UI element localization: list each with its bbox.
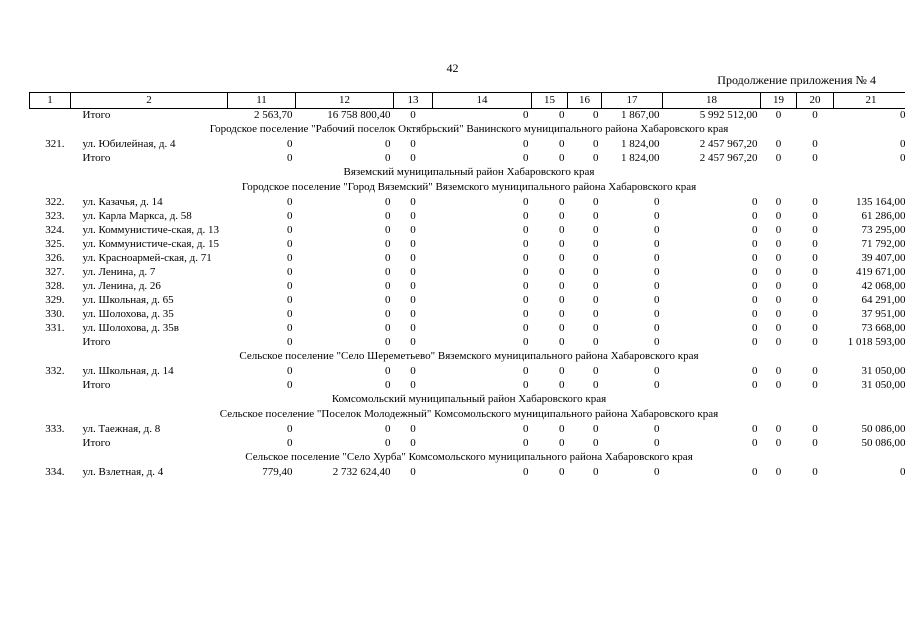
value-cell-21: 419 671,00 — [856, 266, 905, 278]
section-heading: Сельское поселение "Поселок Молодежный" Комсомольского муниципального района Хабаровского края — [219, 408, 719, 420]
value-cell-19: 0 — [775, 294, 782, 306]
address-cell: ул. Школьная, д. 65 — [82, 294, 174, 306]
total-row — [30, 437, 905, 451]
table-row — [30, 294, 905, 308]
value-cell-16: 0 — [593, 224, 599, 236]
section-heading: Вяземский муниципальный район Хабаровского края — [343, 166, 595, 178]
value-cell-16: 0 — [593, 280, 599, 292]
value-cell-17: 0 — [654, 365, 660, 377]
value-cell-19: 0 — [775, 210, 782, 222]
value-cell-17: 0 — [654, 423, 660, 435]
value-cell-20: 0 — [812, 423, 818, 435]
value-cell-13: 0 — [410, 238, 416, 250]
value-cell-21: 0 — [900, 152, 905, 164]
value-cell-19: 0 — [775, 365, 782, 377]
value-cell-20: 0 — [812, 322, 818, 334]
header-cell: 16 — [568, 93, 602, 109]
value-cell-17: 0 — [654, 437, 660, 449]
value-cell-15: 0 — [559, 466, 565, 478]
value-cell-16: 0 — [593, 196, 599, 208]
address-cell: Итого — [82, 109, 111, 121]
value-cell-20: 0 — [812, 266, 818, 278]
address-cell: ул. Карла Маркса, д. 58 — [82, 210, 192, 222]
value-cell-15: 0 — [559, 280, 565, 292]
value-cell-16: 0 — [593, 252, 599, 264]
value-cell-16: 0 — [593, 266, 599, 278]
value-cell-19: 0 — [775, 423, 782, 435]
value-cell-21: 64 291,00 — [861, 294, 905, 306]
value-cell-21: 0 — [900, 138, 905, 150]
value-cell-16: 0 — [593, 238, 599, 250]
row-number: 333. — [45, 423, 65, 435]
value-cell-19: 0 — [775, 437, 782, 449]
value-cell-17: 0 — [654, 336, 660, 348]
address-cell: ул. Ленина, д. 7 — [82, 266, 156, 278]
value-cell-14: 0 — [523, 336, 529, 348]
value-cell-12: 0 — [385, 308, 391, 320]
value-cell-20: 0 — [812, 210, 818, 222]
value-cell-19: 0 — [775, 280, 782, 292]
value-cell-12: 0 — [385, 336, 391, 348]
value-cell-19: 0 — [775, 466, 782, 478]
address-cell: Итого — [82, 437, 111, 449]
value-cell-16: 0 — [593, 152, 599, 164]
value-cell-15: 0 — [559, 266, 565, 278]
row-number: 329. — [45, 294, 65, 306]
value-cell-11: 0 — [287, 379, 293, 391]
value-cell-12: 0 — [385, 379, 391, 391]
row-number — [30, 152, 71, 166]
value-cell-14: 0 — [523, 266, 529, 278]
table-row — [30, 224, 905, 238]
row-number: 322. — [45, 196, 65, 208]
value-cell-17: 0 — [654, 280, 660, 292]
value-cell-21: 50 086,00 — [861, 437, 905, 449]
address-cell: ул. Школьная, д. 14 — [82, 365, 174, 377]
value-cell-20: 0 — [812, 280, 818, 292]
value-cell-21: 61 286,00 — [861, 210, 905, 222]
value-cell-19: 0 — [775, 152, 782, 164]
value-cell-13: 0 — [410, 336, 416, 348]
value-cell-20: 0 — [812, 336, 818, 348]
value-cell-14: 0 — [523, 224, 529, 236]
value-cell-20: 0 — [812, 437, 818, 449]
value-cell-12: 0 — [385, 138, 391, 150]
value-cell-21: 37 951,00 — [861, 308, 905, 320]
value-cell-14: 0 — [523, 280, 529, 292]
value-cell-16: 0 — [593, 138, 599, 150]
value-cell-20: 0 — [812, 152, 818, 164]
value-cell-12: 0 — [385, 437, 391, 449]
value-cell-11: 0 — [287, 322, 293, 334]
section-heading: Городское поселение "Рабочий поселок Октябрьский" Ванинского муниципального района Хабаровского края — [209, 123, 729, 135]
value-cell-21: 31 050,00 — [861, 365, 905, 377]
row-number: 328. — [45, 280, 65, 292]
row-number: 331. — [45, 322, 65, 334]
value-cell-15: 0 — [559, 109, 565, 121]
address-cell: Итого — [82, 336, 111, 348]
header-cell: 15 — [532, 93, 568, 109]
value-cell-17: 1 824,00 — [621, 152, 660, 164]
value-cell-19: 0 — [775, 252, 782, 264]
value-cell-14: 0 — [523, 437, 529, 449]
value-cell-19: 0 — [775, 196, 782, 208]
value-cell-14: 0 — [523, 252, 529, 264]
table-row — [30, 280, 905, 294]
table-row — [30, 238, 905, 252]
value-cell-20: 0 — [812, 294, 818, 306]
value-cell-15: 0 — [559, 336, 565, 348]
value-cell-14: 0 — [523, 308, 529, 320]
value-cell-12: 0 — [385, 224, 391, 236]
value-cell-18: 2 457 967,20 — [699, 152, 758, 164]
value-cell-11: 0 — [287, 252, 293, 264]
header-cell: 2 — [71, 93, 228, 109]
value-cell-19: 0 — [775, 109, 782, 121]
value-cell-17: 0 — [654, 238, 660, 250]
table-row — [30, 466, 905, 480]
value-cell-18: 0 — [752, 365, 758, 377]
value-cell-17: 0 — [654, 379, 660, 391]
value-cell-15: 0 — [559, 224, 565, 236]
table-row — [30, 322, 905, 336]
section-heading-row — [30, 123, 905, 138]
value-cell-13: 0 — [410, 266, 416, 278]
value-cell-21: 50 086,00 — [861, 423, 905, 435]
value-cell-12: 0 — [385, 238, 391, 250]
value-cell-18: 0 — [752, 466, 758, 478]
value-cell-17: 0 — [654, 210, 660, 222]
header-cell: 21 — [834, 93, 905, 109]
value-cell-16: 0 — [593, 294, 599, 306]
value-cell-13: 0 — [410, 152, 416, 164]
table-row — [30, 196, 905, 210]
value-cell-19: 0 — [775, 266, 782, 278]
continuation-note: Продолжение приложения № 4 — [717, 73, 876, 87]
value-cell-16: 0 — [593, 336, 599, 348]
row-number: 321. — [45, 138, 65, 150]
section-heading: Сельское поселение "Село Хурба" Комсомольского муниципального района Хабаровского края — [245, 451, 693, 463]
value-cell-20: 0 — [812, 308, 818, 320]
appendix-table — [29, 92, 905, 480]
row-number: 323. — [45, 210, 65, 222]
header-cell: 11 — [228, 93, 296, 109]
value-cell-15: 0 — [559, 379, 565, 391]
value-cell-15: 0 — [559, 437, 565, 449]
value-cell-19: 0 — [775, 322, 782, 334]
row-number: 325. — [45, 238, 65, 250]
table-row — [30, 138, 905, 152]
value-cell-18: 0 — [752, 379, 758, 391]
value-cell-17: 0 — [654, 224, 660, 236]
section-heading-row — [30, 181, 905, 196]
value-cell-11: 0 — [287, 294, 293, 306]
value-cell-15: 0 — [559, 196, 565, 208]
total-row — [30, 379, 905, 393]
value-cell-21: 42 068,00 — [861, 280, 905, 292]
value-cell-12: 16 758 800,40 — [327, 109, 391, 121]
value-cell-15: 0 — [559, 152, 565, 164]
table-row — [30, 423, 905, 437]
value-cell-11: 0 — [287, 152, 293, 164]
value-cell-12: 0 — [385, 266, 391, 278]
value-cell-21: 1 018 593,00 — [847, 336, 905, 348]
value-cell-21: 0 — [900, 466, 905, 478]
value-cell-21: 71 792,00 — [861, 238, 905, 250]
value-cell-20: 0 — [812, 196, 818, 208]
section-heading-row — [30, 166, 905, 181]
value-cell-14: 0 — [523, 210, 529, 222]
row-number: 330. — [45, 308, 65, 320]
value-cell-20: 0 — [812, 379, 818, 391]
value-cell-13: 0 — [410, 210, 416, 222]
header-cell: 19 — [761, 93, 797, 109]
value-cell-17: 0 — [654, 308, 660, 320]
value-cell-19: 0 — [775, 336, 782, 348]
value-cell-13: 0 — [410, 196, 416, 208]
section-heading-row — [30, 393, 905, 408]
header-cell: 1 — [30, 93, 71, 109]
value-cell-17: 0 — [654, 252, 660, 264]
value-cell-18: 0 — [752, 252, 758, 264]
value-cell-18: 0 — [752, 210, 758, 222]
value-cell-11: 0 — [287, 336, 293, 348]
value-cell-18: 5 992 512,00 — [699, 109, 758, 121]
value-cell-14: 0 — [523, 294, 529, 306]
value-cell-18: 0 — [752, 437, 758, 449]
value-cell-18: 0 — [752, 196, 758, 208]
value-cell-12: 0 — [385, 210, 391, 222]
value-cell-12: 0 — [385, 280, 391, 292]
value-cell-17: 0 — [654, 466, 660, 478]
value-cell-17: 1 867,00 — [621, 109, 660, 121]
value-cell-15: 0 — [559, 423, 565, 435]
value-cell-18: 0 — [752, 336, 758, 348]
address-cell: ул. Коммунистиче-ская, д. 13 — [82, 224, 220, 236]
value-cell-14: 0 — [523, 109, 529, 121]
row-number — [30, 437, 71, 451]
value-cell-21: 31 050,00 — [861, 379, 905, 391]
value-cell-13: 0 — [410, 308, 416, 320]
address-cell: ул. Красноармей-ская, д. 71 — [82, 252, 212, 264]
value-cell-11: 0 — [287, 138, 293, 150]
address-cell: Итого — [82, 379, 111, 391]
value-cell-13: 0 — [410, 466, 416, 478]
value-cell-13: 0 — [410, 109, 416, 121]
address-cell: ул. Юбилейная, д. 4 — [82, 138, 176, 150]
header-row — [30, 93, 905, 109]
value-cell-12: 0 — [385, 423, 391, 435]
value-cell-20: 0 — [812, 365, 818, 377]
value-cell-20: 0 — [812, 224, 818, 236]
value-cell-13: 0 — [410, 365, 416, 377]
row-number: 332. — [45, 365, 65, 377]
value-cell-16: 0 — [593, 365, 599, 377]
value-cell-14: 0 — [523, 238, 529, 250]
row-number: 326. — [45, 252, 65, 264]
value-cell-15: 0 — [559, 238, 565, 250]
value-cell-20: 0 — [812, 252, 818, 264]
value-cell-20: 0 — [812, 109, 818, 121]
value-cell-12: 0 — [385, 252, 391, 264]
value-cell-13: 0 — [410, 138, 416, 150]
header-cell: 12 — [296, 93, 394, 109]
value-cell-18: 0 — [752, 266, 758, 278]
value-cell-21: 73 668,00 — [861, 322, 905, 334]
address-cell: ул. Шолохова, д. 35в — [82, 322, 179, 334]
value-cell-11: 0 — [287, 280, 293, 292]
value-cell-12: 0 — [385, 365, 391, 377]
value-cell-13: 0 — [410, 379, 416, 391]
section-heading: Сельское поселение "Село Шереметьево" Вяземского муниципального района Хабаровского края — [239, 350, 699, 362]
value-cell-15: 0 — [559, 365, 565, 377]
value-cell-13: 0 — [410, 423, 416, 435]
value-cell-11: 0 — [287, 238, 293, 250]
value-cell-16: 0 — [593, 437, 599, 449]
row-number — [30, 109, 71, 124]
row-number: 324. — [45, 224, 65, 236]
value-cell-15: 0 — [559, 322, 565, 334]
value-cell-11: 0 — [287, 365, 293, 377]
value-cell-14: 0 — [523, 322, 529, 334]
table-header — [30, 93, 905, 109]
value-cell-11: 0 — [287, 224, 293, 236]
value-cell-16: 0 — [593, 423, 599, 435]
value-cell-11: 0 — [287, 423, 293, 435]
section-heading: Городское поселение "Город Вяземский" Вяземского муниципального района Хабаровского края — [241, 181, 697, 193]
address-cell: Итого — [82, 152, 111, 164]
value-cell-13: 0 — [410, 280, 416, 292]
row-number — [30, 336, 71, 350]
section-heading: Комсомольский муниципальный район Хабаровского края — [331, 393, 607, 405]
header-cell: 20 — [797, 93, 834, 109]
value-cell-18: 0 — [752, 322, 758, 334]
value-cell-15: 0 — [559, 294, 565, 306]
value-cell-12: 0 — [385, 294, 391, 306]
value-cell-18: 0 — [752, 238, 758, 250]
value-cell-13: 0 — [410, 437, 416, 449]
table-row — [30, 266, 905, 280]
value-cell-19: 0 — [775, 138, 782, 150]
value-cell-13: 0 — [410, 322, 416, 334]
section-heading-row — [30, 408, 905, 423]
value-cell-18: 0 — [752, 294, 758, 306]
value-cell-12: 0 — [385, 196, 391, 208]
value-cell-14: 0 — [523, 152, 529, 164]
value-cell-12: 2 732 624,40 — [332, 466, 391, 478]
value-cell-12: 0 — [385, 152, 391, 164]
section-heading-row — [30, 350, 905, 365]
table-row — [30, 210, 905, 224]
value-cell-21: 73 295,00 — [861, 224, 905, 236]
value-cell-18: 2 457 967,20 — [699, 138, 758, 150]
value-cell-15: 0 — [559, 308, 565, 320]
value-cell-14: 0 — [523, 423, 529, 435]
value-cell-16: 0 — [593, 379, 599, 391]
value-cell-13: 0 — [410, 252, 416, 264]
value-cell-17: 0 — [654, 294, 660, 306]
header-cell: 14 — [433, 93, 532, 109]
row-number — [30, 379, 71, 393]
value-cell-20: 0 — [812, 238, 818, 250]
value-cell-13: 0 — [410, 294, 416, 306]
value-cell-11: 0 — [287, 266, 293, 278]
row-number: 334. — [45, 466, 65, 478]
value-cell-11: 0 — [287, 210, 293, 222]
header-cell: 13 — [394, 93, 433, 109]
value-cell-11: 0 — [287, 196, 293, 208]
row-number: 327. — [45, 266, 65, 278]
value-cell-16: 0 — [593, 322, 599, 334]
total-row — [30, 109, 905, 124]
address-cell: ул. Таежная, д. 8 — [82, 423, 161, 435]
value-cell-11: 0 — [287, 308, 293, 320]
value-cell-18: 0 — [752, 308, 758, 320]
address-cell: ул. Ленина, д. 26 — [82, 280, 161, 292]
value-cell-16: 0 — [593, 210, 599, 222]
value-cell-14: 0 — [523, 365, 529, 377]
value-cell-17: 0 — [654, 266, 660, 278]
page-number: 42 — [446, 61, 459, 75]
value-cell-11: 2 563,70 — [254, 109, 293, 121]
total-row — [30, 152, 905, 166]
value-cell-21: 135 164,00 — [856, 196, 905, 208]
value-cell-11: 779,40 — [262, 466, 293, 478]
table-row — [30, 365, 905, 379]
value-cell-19: 0 — [775, 224, 782, 236]
value-cell-12: 0 — [385, 322, 391, 334]
value-cell-15: 0 — [559, 138, 565, 150]
value-cell-14: 0 — [523, 466, 529, 478]
value-cell-19: 0 — [775, 308, 782, 320]
value-cell-17: 0 — [654, 322, 660, 334]
value-cell-19: 0 — [775, 379, 782, 391]
value-cell-14: 0 — [523, 379, 529, 391]
value-cell-15: 0 — [559, 252, 565, 264]
table-row — [30, 308, 905, 322]
address-cell: ул. Казачья, д. 14 — [82, 196, 163, 208]
table-body — [30, 109, 905, 481]
header-cell: 18 — [663, 93, 761, 109]
value-cell-18: 0 — [752, 423, 758, 435]
address-cell: ул. Коммунистиче-ская, д. 15 — [82, 238, 220, 250]
value-cell-17: 0 — [654, 196, 660, 208]
value-cell-14: 0 — [523, 138, 529, 150]
value-cell-14: 0 — [523, 196, 529, 208]
value-cell-18: 0 — [752, 224, 758, 236]
total-row — [30, 336, 905, 350]
table-row — [30, 252, 905, 266]
value-cell-20: 0 — [812, 466, 818, 478]
value-cell-16: 0 — [593, 308, 599, 320]
value-cell-16: 0 — [593, 466, 599, 478]
value-cell-21: 39 407,00 — [861, 252, 905, 264]
header-cell: 17 — [602, 93, 663, 109]
value-cell-11: 0 — [287, 437, 293, 449]
value-cell-18: 0 — [752, 280, 758, 292]
address-cell: ул. Взлетная, д. 4 — [82, 466, 164, 478]
address-cell: ул. Шолохова, д. 35 — [82, 308, 174, 320]
value-cell-16: 0 — [593, 109, 599, 121]
section-heading-row — [30, 451, 905, 466]
value-cell-21: 0 — [900, 109, 905, 121]
value-cell-13: 0 — [410, 224, 416, 236]
value-cell-19: 0 — [775, 238, 782, 250]
value-cell-20: 0 — [812, 138, 818, 150]
value-cell-15: 0 — [559, 210, 565, 222]
value-cell-17: 1 824,00 — [621, 138, 660, 150]
